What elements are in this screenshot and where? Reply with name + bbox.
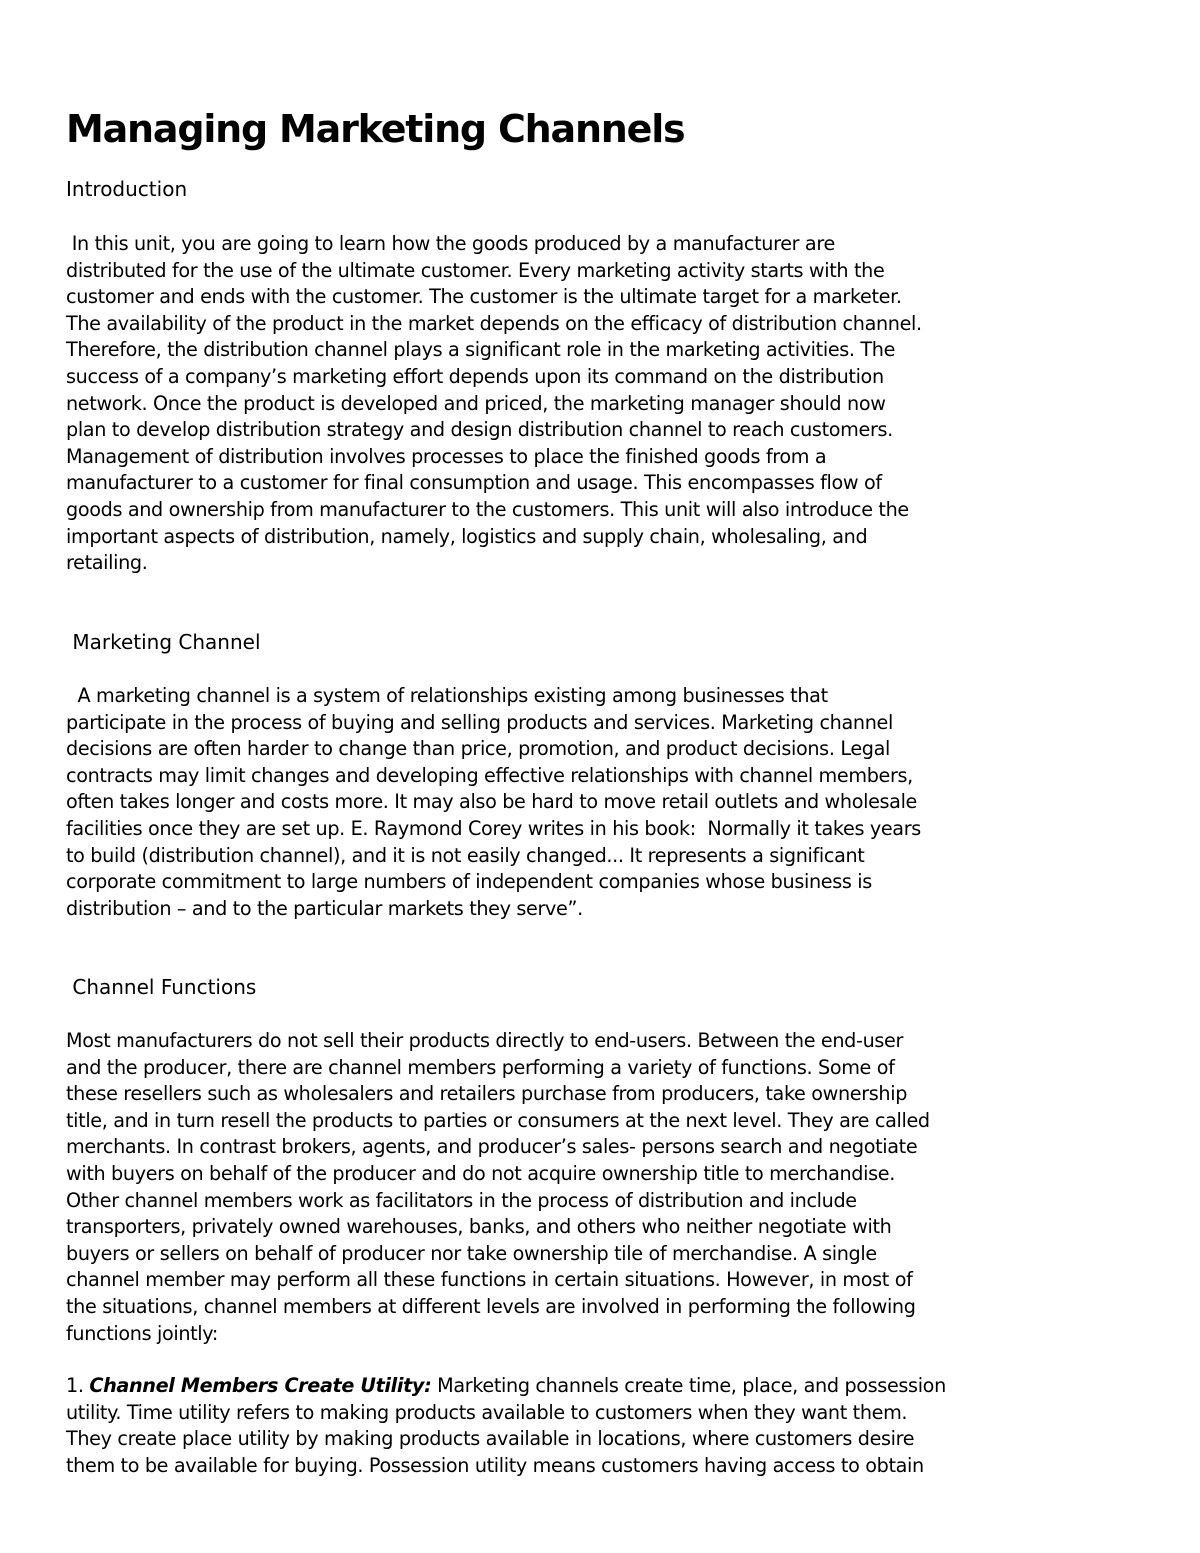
paragraph-line: In this unit, you are going to learn how the goods produced by a manufacturer are: [66, 232, 835, 255]
paragraph-line: often takes longer and costs more. It may also be hard to move retail outlets and wholesale: [66, 790, 918, 814]
paragraph-line: network. Once the product is developed and priced, the marketing manager should now: [66, 391, 886, 415]
paragraph-marketing-channel: [66, 683, 921, 922]
paragraph-line: title, and in turn resell the products to parties or consumers at the next level. They are called: [66, 1108, 930, 1132]
paragraph-introduction: [66, 231, 922, 577]
list-term: Channel Members Create Utility:: [89, 1374, 432, 1397]
paragraph-line: contracts may limit changes and developing effective relationships with channel members,: [66, 763, 913, 787]
paragraph-line: functions jointly:: [66, 1321, 219, 1345]
paragraph-line: decisions are often harder to change than price, promotion, and product decisions. Legal: [66, 737, 891, 761]
paragraph-line: them to be available for buying. Possession utility means customers having access to obtain: [66, 1453, 924, 1477]
section-heading-channel-functions: Channel Functions: [66, 975, 257, 999]
paragraph-line: channel member may perform all these functions in certain situations. However, in most of: [66, 1268, 913, 1292]
paragraph-line: Management of distribution involves processes to place the finished goods from a: [66, 444, 827, 468]
paragraph-line: participate in the process of buying and selling products and services. Marketing channel: [66, 710, 893, 734]
document-title: Managing Marketing Channels: [66, 107, 685, 151]
list-item-text: Marketing channels create time, place, and possession: [431, 1374, 946, 1397]
paragraph-line: buyers or sellers on behalf of producer nor take ownership tile of merchandise. A single: [66, 1241, 877, 1265]
paragraph-line: corporate commitment to large numbers of independent companies whose business is: [66, 870, 872, 894]
section-heading-introduction: Introduction: [66, 177, 188, 201]
paragraph-line: merchants. In contrast brokers, agents, and producer’s sales- persons search and negotiate: [66, 1135, 918, 1159]
paragraph-line: Most manufacturers do not sell their products directly to end-users. Between the end-user: [66, 1029, 904, 1052]
paragraph-line: The availability of the product in the market depends on the efficacy of distribution channel.: [66, 311, 922, 335]
paragraph-line: distribution – and to the particular markets they serve”.: [66, 896, 583, 920]
paragraph-channel-functions: [66, 1028, 930, 1347]
list-number: 1.: [66, 1374, 90, 1397]
paragraph-line: A marketing channel is a system of relationships existing among businesses that: [66, 684, 828, 707]
paragraph-line: customer and ends with the customer. The customer is the ultimate target for a marketer.: [66, 285, 902, 309]
paragraph-line: and the producer, there are channel members performing a variety of functions. Some of: [66, 1055, 895, 1079]
section-heading-marketing-channel: Marketing Channel: [66, 630, 261, 654]
paragraph-line: Therefore, the distribution channel plays a significant role in the marketing activities. The: [66, 338, 896, 362]
paragraph-line: plan to develop distribution strategy and design distribution channel to reach customers.: [66, 418, 893, 442]
paragraph-line: facilities once they are set up. E. Raymond Corey writes in his book: Normally it takes years: [66, 816, 921, 840]
paragraph-line: retailing.: [66, 551, 148, 575]
paragraph-line: to build (distribution channel), and it is not easily changed... It represents a significant: [66, 843, 865, 867]
paragraph-line: goods and ownership from manufacturer to the customers. This unit will also introduce the: [66, 497, 909, 521]
paragraph-line: these resellers such as wholesalers and retailers purchase from producers, take ownership: [66, 1082, 908, 1106]
paragraph-line: important aspects of distribution, namely, logistics and supply chain, wholesaling, and: [66, 524, 868, 548]
list-item-first-line: [66, 1373, 946, 1400]
paragraph-line: the situations, channel members at different levels are involved in performing the following: [66, 1294, 916, 1318]
list-item-channel-utility: [66, 1373, 946, 1479]
paragraph-line: manufacturer to a customer for final consumption and usage. This encompasses flow of: [66, 471, 882, 495]
paragraph-line: Other channel members work as facilitators in the process of distribution and include: [66, 1188, 857, 1212]
paragraph-line: They create place utility by making products available in locations, where customers desire: [66, 1427, 915, 1451]
paragraph-line: transporters, privately owned warehouses, banks, and others who neither negotiate with: [66, 1215, 892, 1239]
paragraph-line: success of a company’s marketing effort depends upon its command on the distribution: [66, 364, 884, 388]
paragraph-line: with buyers on behalf of the producer and do not acquire ownership title to merchandise.: [66, 1161, 895, 1185]
paragraph-line: distributed for the use of the ultimate customer. Every marketing activity starts with the: [66, 258, 885, 282]
paragraph-line: utility. Time utility refers to making products available to customers when they want them.: [66, 1400, 908, 1424]
